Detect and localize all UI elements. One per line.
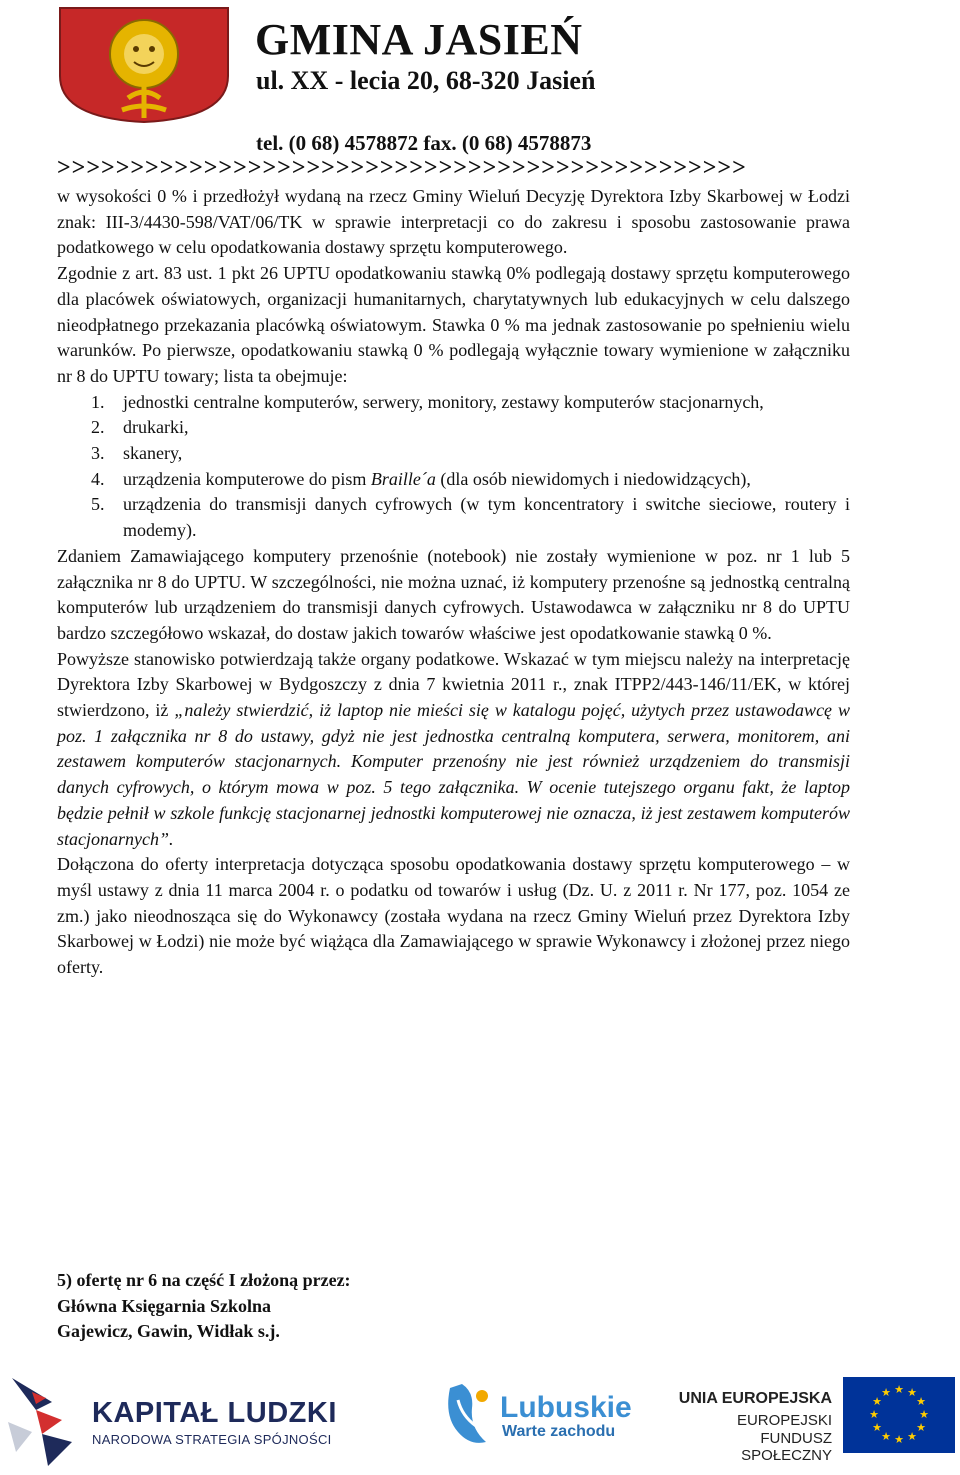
offer-heading: 5) ofertę nr 6 na część I złożoną przez: — [57, 1270, 351, 1290]
lubuskie-name: Lubuskie — [500, 1391, 632, 1424]
kapital-ludzki-name: KAPITAŁ LUDZKI — [92, 1397, 337, 1429]
list-item-text-italic: Braille´a — [370, 468, 436, 489]
goods-list — [57, 390, 850, 544]
svg-text:★: ★ — [907, 1430, 917, 1443]
list-item-text: skanery, — [123, 443, 183, 464]
list-item — [57, 467, 850, 493]
lubuskie-tagline: Warte zachodu — [502, 1423, 616, 1440]
paragraph-legal-basis: Zgodnie z art. 83 ust. 1 pkt 26 UPTU opodatkowaniu stawką 0% podlegają dostawy sprzętu komputerowego dla placówek oświatowych, organizacji humanitarnych, charytatywnych lub edukacyjnych w celu dalszego nieodpłatnego przekazania placówką oświatowym. Stawka 0 % ma jednak zastosowanie po spełnieniu wielu warunków. Po pierwsze, opodatkowaniu stawką 0 % podlegają wyłącznie towary wymienione w załączniku nr 8 do UPTU towary; lista ta obejmuje: — [57, 263, 850, 386]
paragraph-quote-part: „należy stwierdzić, iż laptop nie mieści się w katalogu pojęć, użytych przez ustawodawcę w poz. 1 załącznika nr 8 do ustawy, gdyż nie jest jednostka centralną komputera, serwera, monitorem, ani zestawem komputerów stacjonarnych. Komputer przenośny nie jest również urządzeniem do transmisji danych cyfrowych, o którym mowa w poz. 5 tego załącznika. W ocenie tutejszego organu fakt, że laptop będzie pełnił w szkole funkcję stacjonarnej jednostki komputerowej nie oznacza, iż jest zestawem komputerów stacjonarnych”. — [57, 700, 851, 849]
eu-flag-icon — [843, 1377, 955, 1453]
kapital-ludzki-tagline: NARODOWA STRATEGIA SPÓJNOŚCI — [92, 1432, 332, 1447]
list-item-text-start: urządzenia komputerowe do pism — [123, 468, 371, 489]
svg-text:★: ★ — [919, 1408, 929, 1421]
list-item-number: 5. — [91, 494, 105, 515]
svg-text:★: ★ — [894, 1383, 904, 1396]
svg-text:★: ★ — [869, 1408, 879, 1421]
lion-fleur-de-lis-crest-icon — [58, 6, 230, 124]
svg-text:★: ★ — [872, 1395, 882, 1408]
svg-text:★: ★ — [907, 1386, 917, 1399]
eu-fund-line2: FUNDUSZ SPOŁECZNY — [741, 1430, 832, 1464]
offer-company-owners: Gajewicz, Gawin, Widłak s.j. — [57, 1321, 280, 1342]
paragraph-tax-interpretation — [57, 647, 850, 853]
header-address: ul. XX - lecia 20, 68-320 Jasień — [256, 66, 596, 95]
list-item-number: 2. — [91, 417, 105, 438]
list-item-text: drukarki, — [123, 417, 189, 438]
list-item — [57, 415, 850, 441]
svg-text:★: ★ — [881, 1430, 891, 1443]
eu-fund-line1: EUROPEJSKI — [736, 1412, 832, 1429]
header-phone-fax: tel. (0 68) 4578872 fax. (0 68) 4578873 — [256, 131, 592, 155]
eu-name: UNIA EUROPEJSKA — [678, 1390, 832, 1407]
list-item — [57, 492, 850, 543]
list-item-number: 4. — [91, 468, 105, 489]
list-item-text: urządzenia do transmisji danych cyfrowych (w tym koncentratory i switche sieciowe, routery i modemy). — [123, 494, 850, 541]
page-title: GMINA JASIEŃ — [255, 15, 583, 64]
list-item — [57, 441, 850, 467]
offer-block — [57, 1268, 351, 1345]
kapital-ludzki-logo-icon — [2, 1372, 90, 1470]
document-body — [57, 184, 850, 981]
svg-text:★: ★ — [916, 1395, 926, 1408]
paragraph-attached-interpretation: Dołączona do oferty interpretacja dotycząca sposobu opodatkowania dostawy sprzętu komputerowego – w myśl ustawy z dnia 11 marca 2004 r. o podatku od towarów i usług (Dz. U. z 2011 r. Nr 177, poz. 1054 ze zm.) jako nieodnosząca się do Wykonawcy (została wydana na rzecz Gminy Wieluń przez Dyrektora Izby Skarbowej w Łodzi) nie może być wiążąca dla Zamawiającego w sprawie Wykonawcy i złożonej przez niego oferty. — [57, 854, 850, 978]
paragraph-notebook-opinion: Zdaniem Zamawiającego komputery przenośnie (notebook) nie zostały wymienione w poz. nr 1 lub 5 załącznika nr 8 do UPTU. W szczególności, nie można uznać, iż komputery przenośne są jednostką centralną komputerów lub urządzeniem do transmisji danych cyfrowych. Ustawodawca w załączniku nr 8 do UPTU bardzo szczegółowo wskazał, do dostaw jakich towarów właściwe jest opodatkowanie stawką 0 %. — [57, 545, 850, 643]
list-item-text: jednostki centralne komputerów, serwery, monitory, zestawy komputerów stacjonarnych, — [123, 391, 764, 412]
lubuskie-logo-icon — [440, 1380, 496, 1452]
svg-text:★: ★ — [894, 1433, 904, 1446]
header-separator: >>>>>>>>>>>>>>>>>>>>>>>>>>>>>>>>>>>>>>>>>>>>>>> — [57, 155, 747, 181]
paragraph-plain-part: Powyższe stanowisko potwierdzają także organy podatkowe. Wskazać w tym miejscu należy na interpretację Dyrektora Izby Skarbowej w Bydgoszczy z dnia 7 kwietnia 2011 r., znak ITPP2/443-146/11/EK, w której stwierdzono, iż — [57, 648, 850, 721]
svg-text:★: ★ — [872, 1421, 882, 1434]
list-item-text-end: (dla osób niewidomych i niedowidzących), — [435, 468, 751, 489]
offer-company-name: Główna Księgarnia Szkolna — [57, 1295, 272, 1316]
svg-text:★: ★ — [881, 1386, 891, 1399]
paragraph-decision: w wysokości 0 % i przedłożył wydaną na rzecz Gminy Wieluń Decyzję Dyrektora Izby Skarbowej w Łodzi znak: III-3/4430-598/VAT/06/TK w sprawie interpretacji co do zakresu i sposobu zastosowanie prawa podatkowego w celu opodatkowania dostawy sprzętu komputerowego. — [57, 186, 850, 258]
list-item-number: 1. — [91, 391, 105, 412]
svg-text:★: ★ — [916, 1421, 926, 1434]
list-item-number: 3. — [91, 443, 105, 464]
list-item — [57, 390, 850, 416]
